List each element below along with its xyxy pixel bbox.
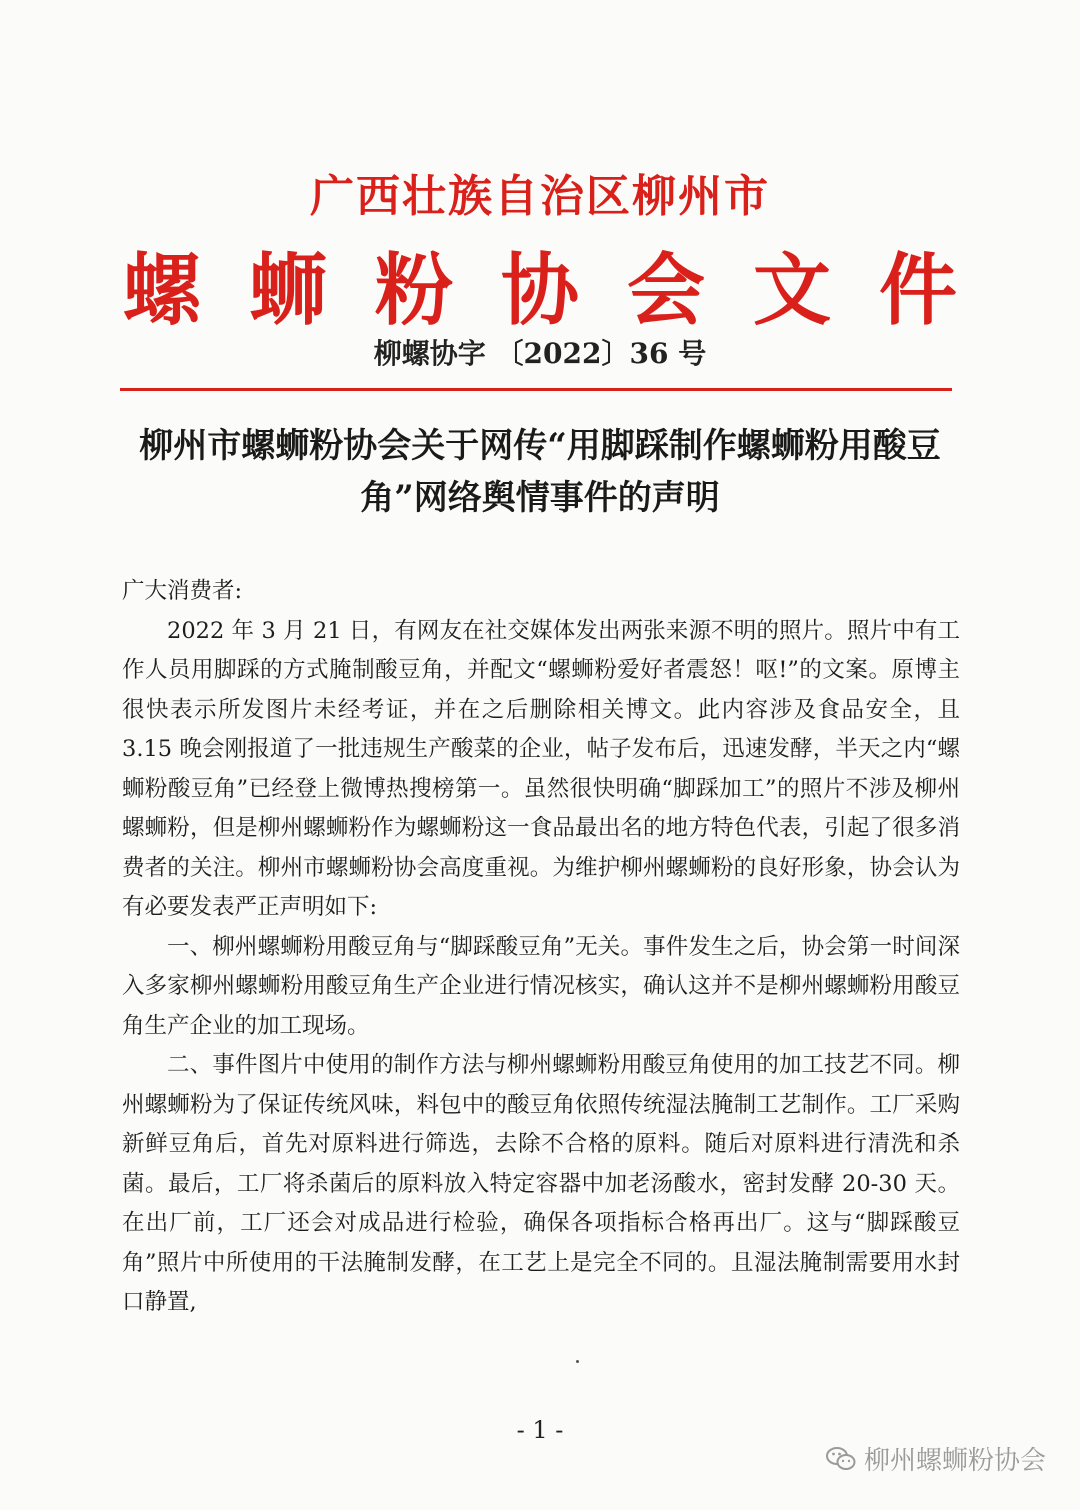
document-body xyxy=(122,572,960,1323)
watermark-text: 柳州螺蛳粉协会 xyxy=(863,1446,1046,1476)
issuing-organization: 广西壮族自治区柳州市 xyxy=(310,171,770,222)
scan-dot-mark xyxy=(576,1360,579,1363)
paragraph-point-two: 二、事件图片中使用的制作方法与柳州螺蛳粉用酸豆角使用的加工技艺不同。柳州螺蛳粉为了保证传统风味，料包中的酸豆角依照传统湿法腌制工艺制作。工厂采购新鲜豆角后，首先对原料进行筛选，去除不合格的原料。随后对原料进行清洗和杀菌。最后，工厂将杀菌后的原料放入特定容器中加老汤酸水，密封发酵 20-30 天。在出厂前，工厂还会对成品进行检验，确保各项指标合格再出厂。这与“脚踩酸豆角”照片中所使用的干法腌制发酵，在工艺上是完全不同的。且湿法腌制需要用水封口静置, xyxy=(122,1052,960,1315)
paragraph-point-one: 一、柳州螺蛳粉用酸豆角与“脚踩酸豆角”无关。事件发生之后，协会第一时间深入多家柳州螺蛳粉用酸豆角生产企业进行情况核实，确认这并不是柳州螺蛳粉用酸豆角生产企业的加工现场。 xyxy=(122,933,960,1039)
document-number: 柳螺协字 〔2022〕36 号 xyxy=(373,337,707,370)
wechat-icon xyxy=(826,1446,856,1472)
paragraph-intro: 2022 年 3 月 21 日，有网友在社交媒体发出两张来源不明的照片。照片中有工作人员用脚踩的方式腌制酸豆角，并配文“螺蛳粉爱好者震怒！呕!”的文案。原博主很快表示所发图片未经考证，并在之后删除相关博文。此内容涉及食品安全，且 3.15 晚会刚报道了一批违规生产酸菜的企业，帖子发布后，迅速发酵，半天之内“螺蛳粉酸豆角”已经登上微博热搜榜第一。虽然很快明确“脚踩加工”的照片不涉及柳州螺蛳粉，但是柳州螺蛳粉作为螺蛳粉这一食品最出名的地方特色代表，引起了很多消费者的关注。柳州市螺蛳粉协会高度重视。为维护柳州螺蛳粉的良好形象，协会认为有必要发表严正声明如下: xyxy=(122,617,960,920)
account-watermark xyxy=(826,1440,1046,1477)
page-number: - 1 - xyxy=(516,1416,564,1444)
red-divider-line xyxy=(120,388,952,391)
salutation: 广大消费者: xyxy=(122,578,243,604)
statement-headline: 柳州市螺蛳粉协会关于网传“用脚踩制作螺蛳粉用酸豆角”网络舆情事件的声明 xyxy=(139,426,941,518)
document-type-title: 螺蛳粉协会文件 xyxy=(122,245,1005,336)
